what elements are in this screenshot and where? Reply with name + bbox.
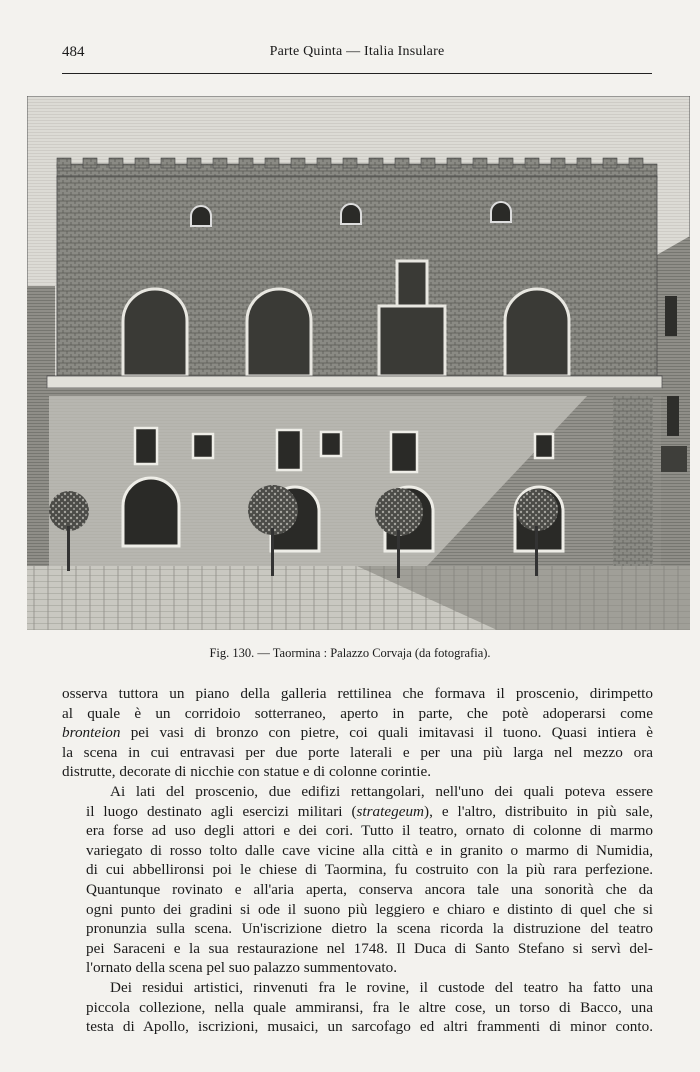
text-line: di cui abbellironsi poi le chiese di Taormina, fu costruito con la più rara perfezione. [86,861,653,879]
running-head: Parte Quinta — Italia Insulare [269,44,445,59]
text-line: l'ornato della scena pel suo palazzo summentovato. [86,959,398,977]
text-line: Ai lati del proscenio, due edifizi rettangolari, nell'uno dei quali poteva essere [110,782,653,800]
text-line: al quale è un corridoio sotterraneo, aperto in parte, che potè adoperarsi come [62,704,653,722]
italic-term: bronteion [62,724,121,742]
text-line: ogni punto dei gradini si ode il suono più leggiero e chiaro e distinto di quel che si [86,900,653,918]
paragraph-3 [62,978,653,1037]
text-line: distrutte, decorate di nicchie con statue e di colonne corintie. [62,763,432,781]
text-line: Dei residui artistici, rinvenuti fra le rovine, il custode del teatro ha fatto una [110,978,653,996]
text-line: pei Saraceni e la sua restaurazione nel 1748. Il Duca di Santo Stefano si servì del- [86,939,653,957]
paragraph-1 [62,684,653,782]
text-line: piccola collezione, nella quale ammiransi, fra le altre cose, un torso di Bacco, una [86,998,653,1016]
palazzo-engraving-illustration [27,96,690,630]
text-line: Quantunque rovinato e all'aria aperta, conserva ancora tale una sonorità che da [86,880,653,898]
page-number: 484 [62,44,85,60]
figure-caption: Fig. 130. — Taormina : Palazzo Corvaja (da fotografia). [209,646,491,660]
text-line: bronteion pei vasi di bronzo con pietre, coi quali imitavasi il tuono. Quasi intiera è [62,724,653,742]
figure-engraving [27,96,690,630]
italic-term: strategeum [356,802,425,820]
text-line: la scena in cui entravasi per due porte laterali e per una più larga nel mezzo ora [62,743,653,761]
header-rule [62,73,652,74]
paragraph-2 [62,782,653,978]
body-text [62,684,653,1037]
text-line: osserva tuttora un piano della galleria rettilinea che formava il proscenio, dirimpetto [62,685,653,702]
page-header [62,44,652,70]
text-line: era forse ad uso degli attori e dei cori. Tutto il teatro, ornato di colonne di marmo [86,822,653,840]
text-line: il luogo destinato agli esercizi militari (strategeum), e l'altro, distribuito in più sale, [86,802,653,820]
text-line: testa di Apollo, iscrizioni, musaici, un sarcofago ed altri frammenti di minor conto. [86,1018,653,1036]
text-line: variegato di rosso tolto dalle cave vicine alla città e in granito o marmo di Numidia, [86,841,653,859]
text-line: pronunzia sulla scena. Un'iscrizione dietro la scena ricorda la distruzione del teatro [86,920,653,938]
